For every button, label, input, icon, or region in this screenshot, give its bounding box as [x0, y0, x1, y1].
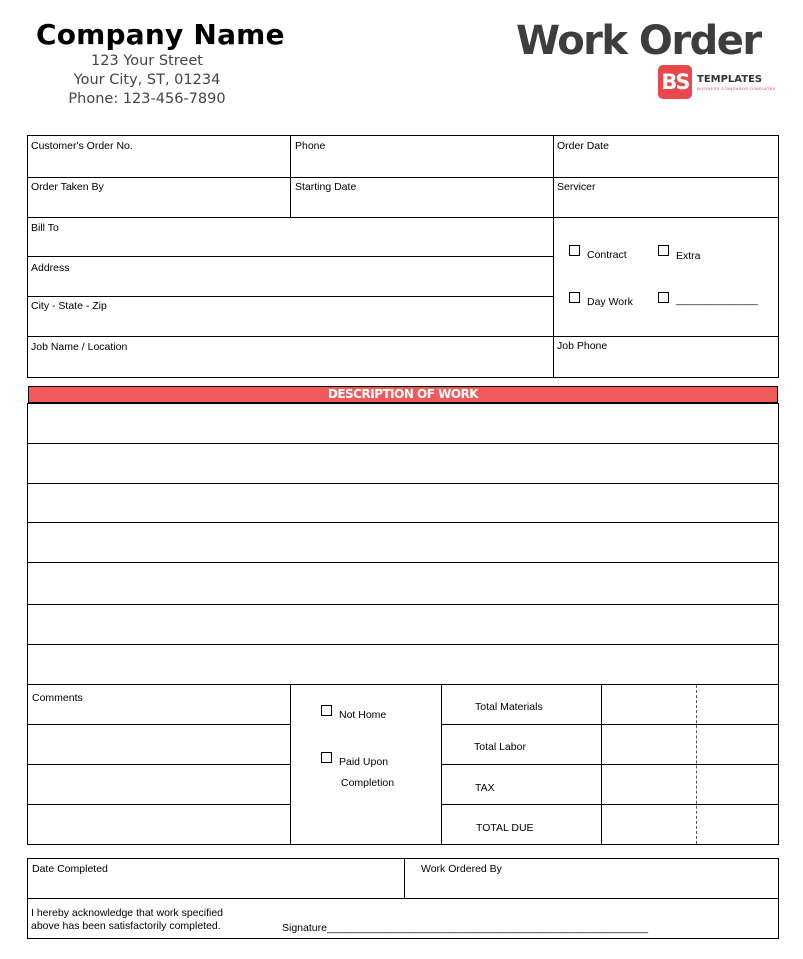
order-date-label: Order Date: [557, 140, 609, 152]
acknowledgement-line-1: I hereby acknowledge that work specified: [31, 907, 224, 919]
day-work-checkbox[interactable]: [569, 292, 580, 303]
description-lines[interactable]: [27, 403, 779, 685]
row-divider: [27, 296, 553, 297]
city-state-zip-label: City - State - Zip: [31, 300, 107, 312]
bill-to-label: Bill To: [31, 222, 59, 234]
description-header: DESCRIPTION OF WORK: [28, 386, 778, 403]
description-line: [27, 522, 779, 523]
contract-label: Contract: [587, 249, 627, 261]
other-checkbox[interactable]: [658, 292, 669, 303]
servicer-label: Servicer: [557, 181, 596, 193]
date-completed-label: Date Completed: [32, 863, 108, 875]
order-taken-by-label: Order Taken By: [31, 181, 104, 193]
paid-upon-label: Paid Upon: [339, 756, 389, 768]
not-home-checkbox[interactable]: [321, 705, 332, 716]
row-divider: [27, 898, 779, 899]
total-due-label: TOTAL DUE: [476, 822, 534, 834]
col-divider: [404, 858, 405, 898]
completion-label: Completion: [341, 777, 395, 789]
logo-text: TEMPLATES: [697, 74, 763, 85]
bs-logo-mark: BS: [658, 65, 692, 99]
description-line: [27, 644, 779, 645]
comment-line: [27, 724, 291, 725]
phone-label: Phone: [295, 140, 326, 152]
logo-tagline: BUSINESS STANDARDS TEMPLATES: [697, 86, 776, 91]
work-ordered-by-label: Work Ordered By: [421, 863, 502, 875]
signature-line[interactable]: Signature_______________________________________________________: [282, 922, 649, 934]
row-divider: [27, 336, 779, 337]
extra-checkbox[interactable]: [658, 245, 669, 256]
job-name-location-label: Job Name / Location: [31, 341, 128, 353]
comment-line: [27, 764, 291, 765]
customers-order-no-label: Customer's Order No.: [31, 140, 133, 152]
description-line: [27, 443, 779, 444]
tax-label: TAX: [475, 782, 495, 794]
total-materials-label: Total Materials: [475, 701, 543, 713]
row-divider: [27, 217, 779, 218]
description-line: [27, 483, 779, 484]
totals-line: [441, 764, 779, 765]
company-name: Company Name: [36, 18, 285, 51]
totals-line: [441, 724, 779, 725]
totals-line: [441, 804, 779, 805]
not-home-label: Not Home: [339, 709, 387, 721]
description-line: [27, 604, 779, 605]
starting-date-label: Starting Date: [295, 181, 357, 193]
company-phone: Phone: 123-456-7890: [68, 91, 226, 107]
address-label: Address: [31, 262, 70, 274]
company-city: Your City, ST, 01234: [73, 72, 221, 88]
paid-upon-completion-checkbox[interactable]: [321, 752, 332, 763]
extra-label: Extra: [676, 250, 701, 262]
comments-label: Comments: [32, 692, 83, 704]
description-line: [27, 562, 779, 563]
row-divider: [27, 177, 779, 178]
total-labor-label: Total Labor: [474, 741, 526, 753]
acknowledgement-line-2: above has been satisfactorily completed.: [31, 920, 221, 932]
day-work-label: Day Work: [587, 296, 633, 308]
comment-line: [27, 804, 291, 805]
col-divider: [290, 135, 291, 217]
row-divider: [27, 256, 553, 257]
company-street: 123 Your Street: [91, 53, 203, 69]
contract-checkbox[interactable]: [569, 245, 580, 256]
other-blank-line[interactable]: ______________: [676, 294, 758, 306]
col-divider: [553, 135, 554, 378]
document-title: Work Order: [516, 18, 761, 64]
job-phone-label: Job Phone: [557, 340, 608, 352]
